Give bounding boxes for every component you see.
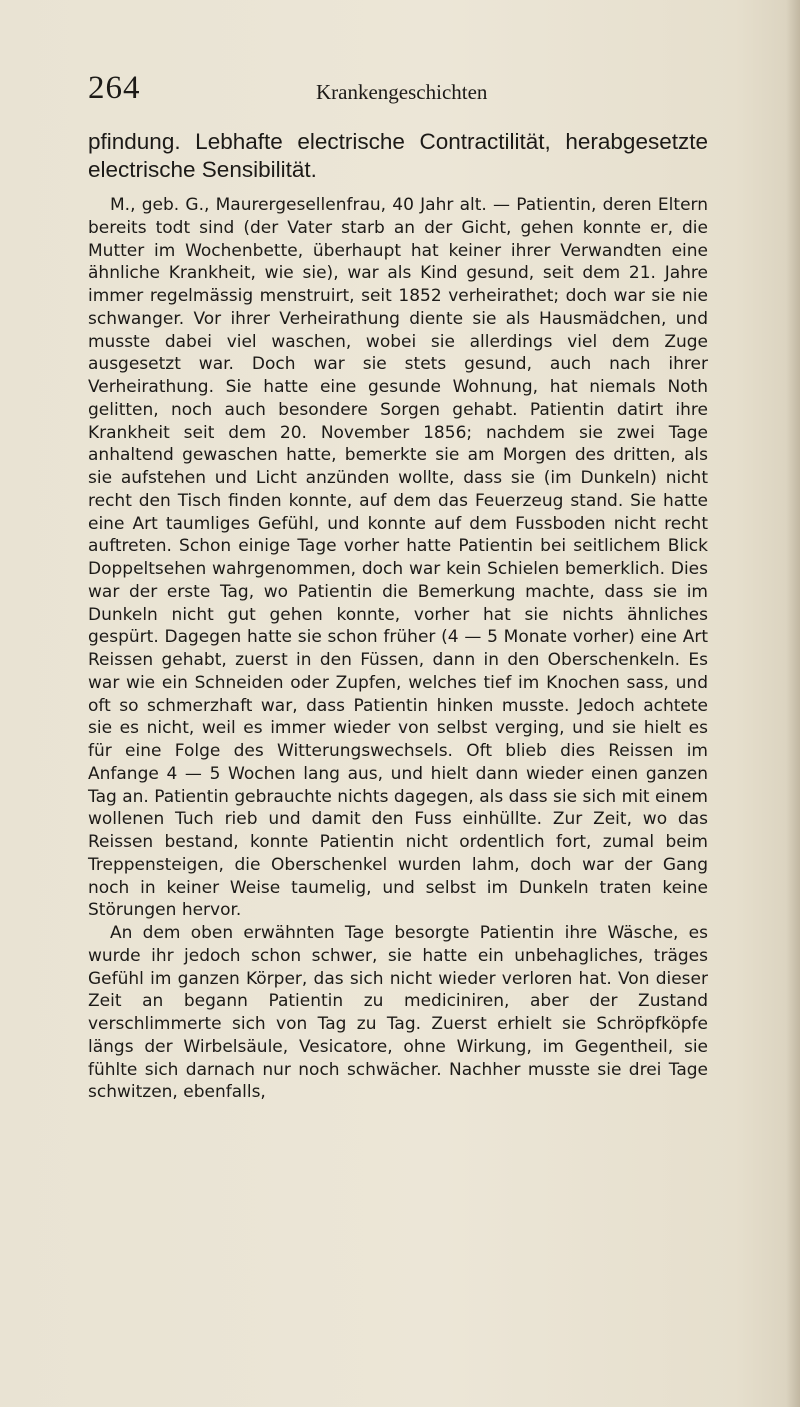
paragraph-treatment: An dem oben erwähnten Tage besorgte Patientin ihre Wäsche, es wurde ihr jedoch schon schwer, sie hatte ein unbehagliches, träges Gefühl im ganzen Körper, das sich nicht wieder verloren hat. Von dieser Zeit an begann Patientin zu mediciniren, aber der Zustand verschlimmerte sich von Tag zu Tag. Zuerst erhielt sie Schröpfköpfe längs der Wirbelsäule, Vesicatore, ohne Wirkung, im Gegentheil, sie fühlte sich darnach nur noch schwächer. Nachher musste sie drei Tage schwitzen, ebenfalls, (88, 923, 708, 1103)
paragraph-case-history: M., geb. G., Maurergesellenfrau, 40 Jahr alt. — Patientin, deren Eltern bereits todt sind (der Vater starb an der Gicht, gehen konnte er, die Mutter im Wochenbette, überhaupt hat keiner ihrer Verwandten eine ähnliche Krankheit, wie sie), war als Kind gesund, seit dem 21. Jahre immer regelmässig menstruirt, seit 1852 verheirathet; doch war sie nie schwanger. Vor ihrer Verheirathung diente sie als Hausmädchen, und musste dabei viel waschen, wobei sie allerdings viel dem Zuge ausgesetzt war. Doch war sie stets gesund, auch nach ihrer Verheirathung. Sie hatte eine gesunde Wohnung, hat niemals Noth gelitten, noch auch besondere Sorgen gehabt. Patientin datirt ihre Krankheit seit dem 20. November 1856; nachdem sie zwei Tage anhaltend gewaschen hatte, bemerkte sie am Morgen des dritten, als sie aufstehen und Licht anzünden wollte, dass sie (im Dunkeln) nicht recht den Tisch finden konnte, auf dem das Feuerzeug stand. Sie hatte eine Art taumliges Gefühl, und konnte auf dem Fussboden nicht recht auftreten. Schon einige Tage vorher hatte Patientin bei seitlichem Blick Doppeltsehen wahrgenommen, doch war kein Schielen bemerklich. Dies war der erste Tag, wo Patientin die Bemerkung machte, dass sie im Dunkeln nicht gut gehen konnte, vorher hat sie nichts ähnliches gespürt. Dagegen hatte sie schon früher (4 — 5 Monate vorher) eine Art Reissen gehabt, zuerst in den Füssen, dann in den Oberschenkeln. Es war wie ein Schneiden oder Zupfen, welches tief im Knochen sass, und oft so schmerzhaft war, dass Patientin hinken musste. Jedoch achtete sie es nicht, weil es immer wieder von selbst verging, und sie hielt es für eine Folge des Witterungswechsels. Oft blieb dies Reissen im Anfange 4 — 5 Wochen lang aus, und hielt dann wieder einen ganzen Tag an. Patientin gebrauchte nichts dagegen, als dass sie sich mit einem wollenen Tuch rieb und damit den Fuss einhüllte. Zur Zeit, wo das Reissen bestand, konnte Patientin nicht ordentlich fort, zumal beim Treppensteigen, die Oberschenkel wurden lahm, doch war der Gang noch in keiner Weise taumelig, und selbst im Dunkeln traten keine Störungen hervor. (88, 195, 708, 921)
section-heading (88, 128, 708, 184)
body-text (88, 128, 708, 1104)
section-heading-line-1: pfindung. Lebhafte electrische Contractilität, herabgesetzte (88, 129, 708, 154)
page-header (88, 70, 708, 110)
section-heading-line-2: electrische Sensibilität. (88, 157, 317, 182)
running-head: Krankengeschichten (316, 80, 488, 104)
page-number: 264 (88, 70, 141, 106)
page-edge-shadow (786, 0, 800, 1407)
